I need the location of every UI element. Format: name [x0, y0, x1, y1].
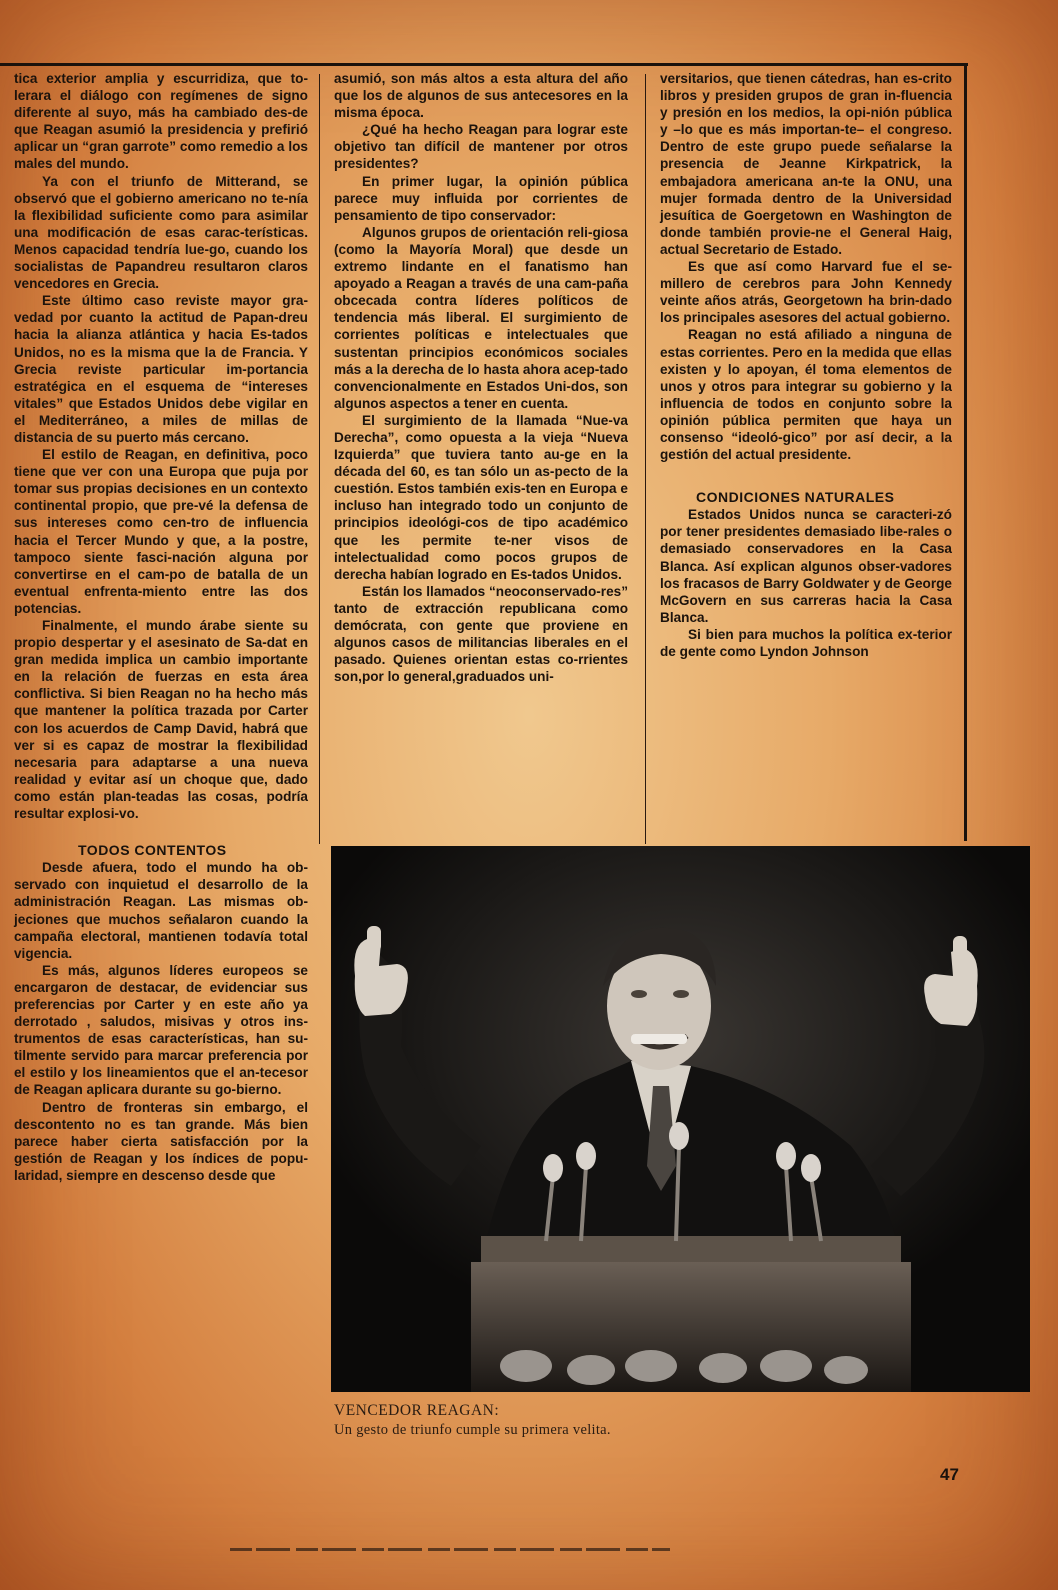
section-heading: CONDICIONES NATURALES [696, 489, 895, 506]
photo-caption [331, 1392, 731, 1440]
caption-text: Un gesto de triunfo cumple su primera velita. [334, 1422, 611, 1438]
paragraph: El surgimiento de la llamada “Nue-va Derecha”, como opuesta a la vieja “Nueva Izquierda” que tuviera tanto au-ge en la década del 60, es tan sólo un as-pecto de la cuestión. Estos también exis-ten en Europa e incluso han integrado todo un conjunto de principios ideológi-cos de tipo académico que les permite te-ner visos de intelectualidad como pocos grupos de derecha habían logrado en Es-tados Unidos. [334, 412, 628, 582]
paragraph: asumió, son más altos a esta altura del año que los de algunos de sus antecesores en la misma época. [334, 71, 628, 121]
paragraph: ¿Qué ha hecho Reagan para lograr este objetivo tan difícil de mantener por otros presidentes? [334, 122, 628, 172]
paragraph: versitarios, que tienen cátedras, han es-crito libros y presiden grupos de gran in-fluencia y presión en los medios, la opi-nión pública y –lo que es más importan-te– el congreso. Dentro de este grupo puede señalarse la presencia de Jeanne Kirkpatrick, la embajadora americana an-te la ONU, una mujer formada dentro de la Universidad jesuítica de Goergetown en Washington de donde también provie-ne el General Haig, actual Secretario de Estado. [660, 71, 952, 257]
paragraph: Este último caso reviste mayor gra-vedad por cuanto la actitud de Papan-dreu hacia la alianza atlántica y hacia Es-tados Unidos, no es la misma que la de Francia. Y Grecia reviste particular im-portancia estratégica en el esquema de “intereses vitales” que Estados Unidos debe vigilar en el Mediterráneo, a miles de millas de distancia de su puerto más cercano. [14, 293, 308, 445]
paragraph: Están los llamados “neoconservado-res” tanto de extracción republicana como demócrata, con gente que proviene en algunos casos de militancias liberales en el pasado. Quienes orientan estas co-rrientes son,por lo general,graduados uni- [334, 583, 628, 685]
paragraph: Estados Unidos nunca se caracteri-zó por tener presidentes demasiado libe-rales o demasiado conservadores en la Casa Blanca. Así explican algunos obser-vadores los fracasos de Barry Goldwater y de George McGovern en sus carreras hacia la Casa Blanca. [660, 507, 952, 625]
right-rule [964, 63, 967, 841]
caption-title: VENCEDOR REAGAN: [334, 1402, 500, 1419]
paragraph: Dentro de fronteras sin embargo, el descontento no es tan grande. Más bien parece haber cierta satisfacción por la gestión de Reagan y los índices de popu-laridad, siempre en descenso desde que [14, 1099, 308, 1183]
article-column-left [14, 70, 308, 1184]
paragraph: Desde afuera, todo el mundo ha ob-servado con inquietud el desarrollo de la administración Reagan. Las mismas ob-jeciones que muchos señalaron cuando la campaña electoral, mantienen todavía total vigencia. [14, 860, 308, 961]
paragraph: Ya con el triunfo de Mitterand, se observó que el gobierno americano no te-nía la flexibilidad suficiente como para asimilar una modificación de esas carac-terísticas. Menos capacidad tendría lue-go, cuando los socialistas de Papandreu resultaron claros vencedores en Grecia. [14, 173, 308, 292]
section-heading: TODOS CONTENTOS [78, 842, 227, 859]
paragraph: Reagan no está afiliado a ninguna de estas corrientes. Pero en la medida que ellas existen y lo apoyan, él toma elementos de unos y otros para integrar su gobierno y la influencia de todos en conjunto sobre la opinión pública permiten que haya un consenso “ideoló-gico” por así decir, a la gestión del actual presidente. [660, 327, 952, 463]
paragraph: En primer lugar, la opinión pública parece muy influida por corrientes de pensamiento de tipo conservador: [334, 173, 628, 223]
reagan-photo [331, 846, 1030, 1392]
page-number: 47 [940, 1465, 959, 1484]
article-column-middle [334, 70, 628, 685]
paragraph: tica exterior amplia y escurridiza, que to-lerara el diálogo con regímenes de signo diferente al suyo, más ha cambiado des-de que Reagan asumió la presidencia y prefirió aplicar un “gran garrote” como remedio a los males del mundo. [14, 71, 308, 172]
article-column-right [660, 70, 952, 660]
paragraph: Finalmente, el mundo árabe siente su propio despertar y el asesinato de Sa-dat en gran medida implica un cambio importante en la relación de fuerzas en esta área conflictiva. Si bien Reagan no ha hecho más que mantener la política trazada por Carter con los acuerdos de Camp David, habrá que ver si es capaz de mostrar la flexibilidad necesaria para adaptarse a una nueva realidad y evitar así un choque que, dado como están plan-teadas las cosas, podría resultar explosi-vo. [14, 618, 308, 822]
photo-illustration [331, 846, 1030, 1392]
paragraph: Es más, algunos líderes europeos se encargaron de destacar, de evidenciar sus preferencias por Carter y en este año ya derrotado , saludos, misivas y otros ins-trumentos de esas características, han su-tilmente servido para marcar preferencia por el estilo y los lineamientos que el an-tecesor de Reagan aplicara durante su go-bierno. [14, 962, 308, 1098]
scan-artifact [230, 1548, 670, 1551]
paragraph: Algunos grupos de orientación reli-giosa (como la Mayoría Moral) que desde un extremo lindante en el fanatismo han apoyado a Reagan a través de una cam-paña obcecada contra líderes políticos de tendencia más liberal. El surgimiento de corrientes políticas e intelectuales que sustentan principios económicos sociales más a la derecha de lo hasta ahora acep-tado convencionalmente en Estados Uni-dos, son algunos aspectos a tener en cuenta. [334, 224, 628, 411]
paragraph: El estilo de Reagan, en definitiva, poco tiene que ver con una Europa que puja por tomar sus propias decisiones en un contexto continental propio, que pre-vé la defensa de sus intereses como cen-tro de influencia hacia el Tercer Mundo y que, a la postre, tampoco siente fasci-nación alguna por convertirse en el cam-po de batalla de un eventual enfrenta-miento entre las dos potencias. [14, 447, 308, 616]
column-rule [645, 74, 646, 844]
top-rule [0, 63, 968, 66]
paragraph: Es que así como Harvard fue el se-millero de cerebros para John Kennedy veinte años atrás, Georgetown ha brin-dado los principales asesores del actual gobierno. [660, 259, 952, 326]
paragraph: Si bien para muchos la política ex-terior de gente como Lyndon Johnson [660, 626, 952, 659]
column-rule [319, 74, 320, 844]
